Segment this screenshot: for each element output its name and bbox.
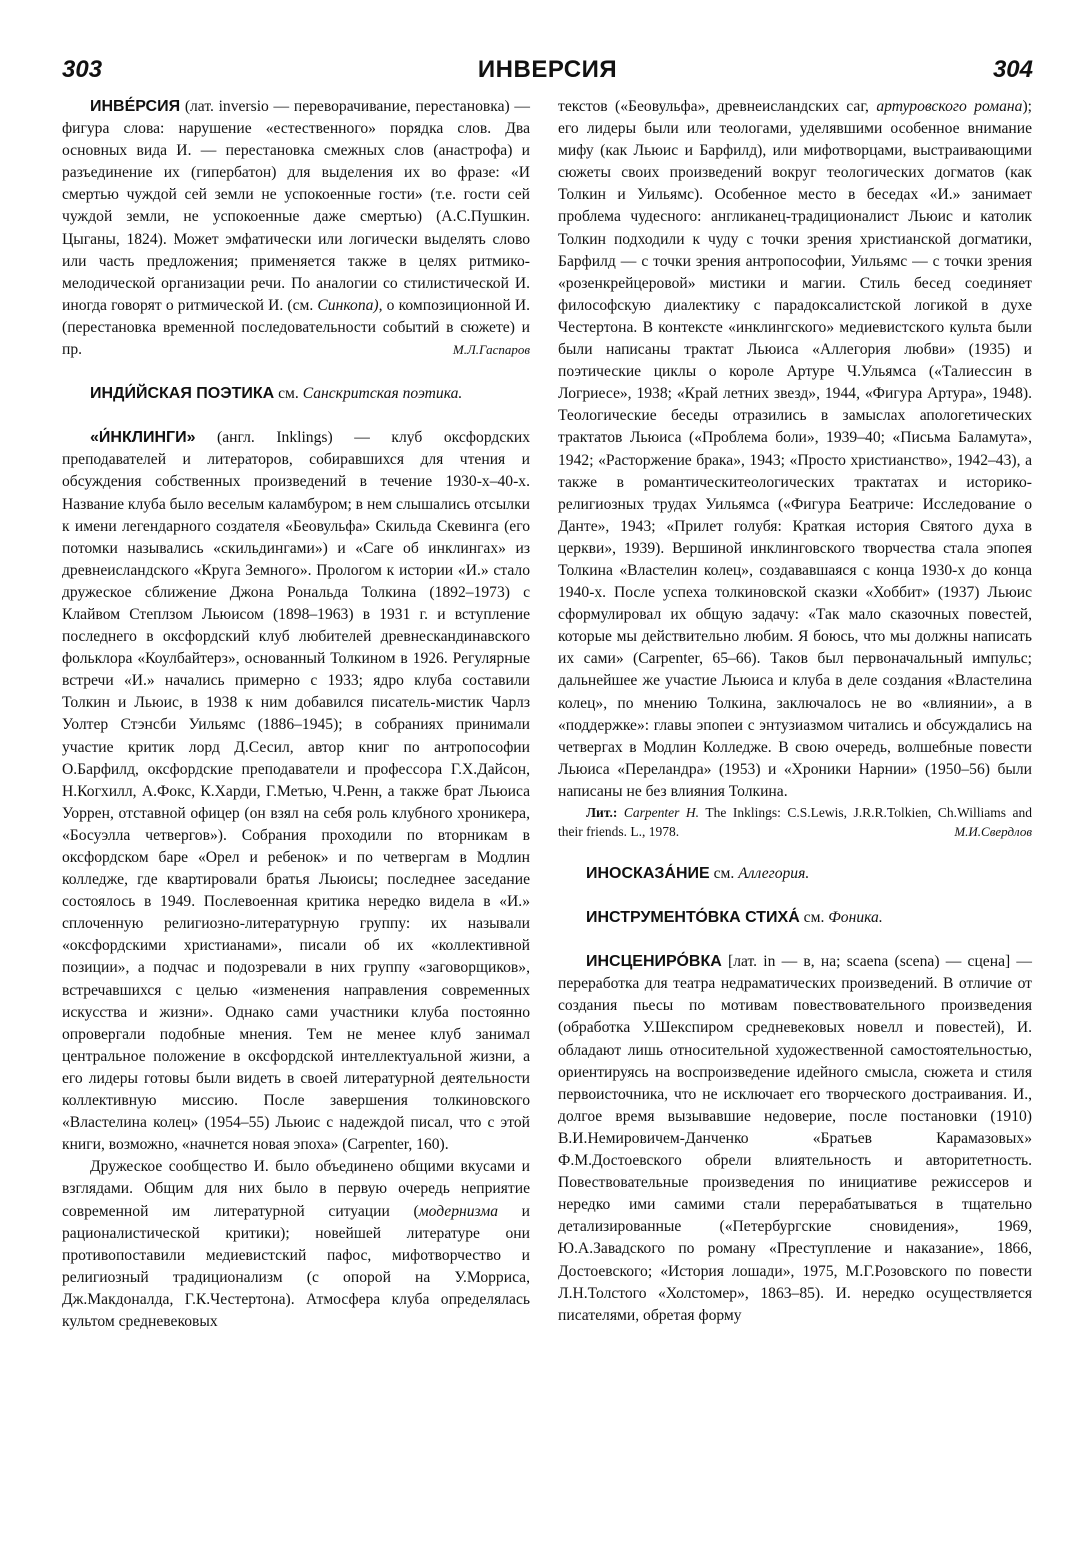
left-column — [62, 96, 530, 1333]
entry-inoskazanie — [558, 863, 1032, 885]
headword: ИНВЕ́РСИЯ — [90, 98, 181, 115]
author-signature: М.И.Свердлов — [954, 824, 1032, 839]
entry-text: [лат. in — в, на; scaena (scena) — сцена] — переработка для театра недраматических произведений. В отличие от создания пьесы по мотивам повествовательного произведения (обработка У.Шекспиром средневековых новелл и повестей), И. обладают лишь относительной художественной самостоятельностью, ориентируясь на воспроизведение идейного смысла, сюжета и стиля первоисточника, что не исключает его творческого достраивания. И., долгое время вызывавшие недоверие, после постановки (1910) В.И.Немировичем-Данченко «Братьев Карамазовых» Ф.М.Достоевского обрели влиятельность и авторитетность. Повествовательные произведения по инициативе режиссеров и нередко ими самими стали перерабатываться в тщательно детализированные («Петербургские сновидения», 1969, Ю.А.Завадского по роману «Преступление и наказание», 1866, Достоевского; «История лошади», 1975, М.Г.Розовского по повести Л.Н.Толстого «Холстомер», 1863–85). И. нередко осуществляется писателями, обретая форму — [558, 953, 1032, 1324]
entry-text: Дружеское сообщество И. было объединено общими вкусами и взглядами. Общим для них было в первую очередь неприятие современной им литературной ситуации ( — [62, 1158, 530, 1220]
entry-gap — [558, 929, 1032, 951]
entry-text: текстов («Беовульфа», древнеисландских саг, — [558, 98, 877, 115]
entry-inklings-continued — [558, 96, 1032, 803]
entry-text: см. — [274, 385, 303, 403]
entry-indian-poetics — [62, 383, 530, 405]
headword: ИНОСКАЗА́НИЕ — [586, 865, 710, 882]
bibliography-author: Carpenter H. — [623, 805, 700, 820]
cross-reference: артуровского романа — [876, 98, 1023, 115]
entry-gap — [558, 841, 1032, 863]
page-header — [62, 54, 1033, 90]
entry-instrumentovka — [558, 907, 1032, 929]
entry-gap — [558, 885, 1032, 907]
entry-text: ); его лидеры были или теологами, уделявшими особенное внимание мифу (как Льюис и Барфилд), или мифотворцами, выстраивающими сюжеты своих произведений вокруг теологических догматов (как Толкин и Уильямс). Особенное место в беседах «И.» занимает проблема чудесного: англиканец-традиционалист Льюис и католик Толкин подходили к чуду с точки зрения христианской догматики, Барфилд — с точки зрения антропософии, Уильямс — с точки зрения «розенкрейцеровой» мистики и магии. Стиль бесед соединяет философскую диалектику с парадоксалистской логикой в духе Честертона. В контексте «инклингского» медиевистского культа были были написаны трактат Льюиса «Аллегория любви» (1935) и поэтические циклы о короле Артуре Ч.Ульямса («Талиессин в Логриесе», 1938; «Край летних звезд», 1944, «Фигура Артура», 1948). Теологические беседы отразились в замыслах апологетических трактатов Льюиса («Проблема боли», 1939–40; «Письма Баламута», 1942; «Расторжение брака», 1943; «Просто христианство», 1942–43), а также в романтическитеологических трактатах и историко-религиозных трудах Уильямса («Фигура Беатриче: Исследование о Данте», 1943; «Прилет голубя: Краткая история Святого духа в церкви», 1939). Вершиной инклинговского творчества стала эпопея Толкина «Властелин колец», создававшаяся с конца 1930-х до конца 1940-х. После успеха толкиновской сказки «Хоббит» (1937) Льюис сформулировал их общую задачу: «Так мало сказочных повестей, которые мы действительно любим. Я боюсь, что мы должны написать их сами» (Carpenter, 65–66). Таков был первоначальный импульс; дальнейшее же участие Льюиса и клуба в деле создания «Властелина колец», по мнению Толкина, заключалось не во «влиянии», а в «поддержке»: главы эпопеи с энтузиазмом читались и обсуждались на четвергах в Модлин Колледже. В свою очередь, волшебные повести Льюиса «Переландра» (1953) и «Хроники Нарнии» (1950–56) были написаны не без влияния Толкина. — [558, 98, 1032, 800]
bibliography-text: The Inklings: C.S.Lewis, J.R.R.Tolkien, Ch.Williams and their friends. L., 1978. — [558, 805, 1032, 839]
entry-gap — [62, 361, 530, 383]
entry-text: см. — [709, 865, 739, 882]
entry-inversia — [62, 96, 530, 361]
page-number-right: 304 — [992, 56, 1033, 83]
entry-inscenirovka — [558, 951, 1032, 1327]
running-title: ИНВЕРСИЯ — [477, 56, 618, 83]
headword: ИНСТРУМЕНТО́ВКА СТИХА́ — [586, 909, 800, 927]
author-signature: М.Л.Гаспаров — [452, 342, 530, 358]
entry-text: (англ. Inklings) — клуб оксфордских преподавателей и литераторов, собиравшихся для чтения и обсуждения собственных произведений в течение 1930-х–40-х. Название клуба было веселым каламбуром; в нем слышались отсылки к имени легендарного создателя «Беовульфа» Скильда Скевинга (его потомки назывались «скильдингами») и «Саге об инклингах» из древнеисландского «Круга Земного». Прологом к истории «И.» стало дружеское сближение Джона Рональда Толкина (1892–1973) с Клайвом Степлзом Льюисом (1898–1963) в 1931 г. и вступление последнего в оксфордский клуб любителей древнескандинавского фольклора «Коулбайтерз», основанный Толкином в 1926. Регулярные встречи «И.» начались примерно с 1933; ядро клуба составили Толкин и Льюис, в 1938 к ним добавился писатель-мистик Чарлз Уолтер Стэнсби Уильямс (1886–1945); в собраниях принимали участие критик лорд Д.Сесил, автор книг по антропософии О.Барфилд, оксфордские преподаватели и профессора Г.Х.Дайсон, Н.Когхилл, А.Фокс, К.Харди, Г.Метью, Ч.Ренн, а также брат Льюиса Уоррен, отставной офицер (он взял на себя роль клубного хроникера, «Босуэлла четвергов»). Собрания проходили по вторникам в оксфордском баре «Орел и ребенок» и по четвергам в Модлин колледже, где квартировали братья Льюисы; последнее заседание состоялось в 1949. Послевоенная критика нередко видела в «И.» сплоченную религиозно-литературную группу: их называли «оксфордскими христианами», писали об их «коллективной позиции», а подчас и подозревали в них группу «заговорщиков», встречавшихся с целью «изменения направления современных искусства и жизни». Однако сами участники клуба постоянно опровергали подобные мнения. Тем не менее клуб занимал центральное положение в оксфордской интеллектуальной жизни, а его лидеры готовы были видеть в своей литературной деятельности коллективную миссию. После завершения толкиновского «Властелина колец» (1954–55) Льюис с надеждой писал, что с этой книги, возможно, «начнется новая эпоха» (Carpenter, 160). — [62, 429, 530, 1154]
entry-text: см. — [799, 909, 829, 927]
cross-reference: Фоника. — [828, 909, 883, 927]
entry-inklings-para2 — [62, 1156, 530, 1333]
headword: «И́НКЛИНГИ» — [90, 429, 196, 447]
cross-reference: Санскритская поэтика. — [302, 385, 463, 403]
entry-text: (лат. inversio — переворачивание, перестановка) — фигура слова: нарушение «естественного» порядка слов. Два основных вида И. — перестановка смежных слов (анастрофа) и разъединение их (гипербатон) для выделения их во фразе: «И смертью чуждой сей земли не успокоенные гости» (т.е. гости сей чуждой земли, не успокоенные даже смертью) (А.С.Пушкин. Цыганы, 1824). Может эмфатически или логически выделять слово или часть предложения; применяется также в целях ритмико-мелодической организации речи. По аналогии со стилистической И. иногда говорят о ритмической И. (см. — [62, 98, 530, 314]
bibliography — [558, 803, 1032, 841]
page-number-left: 303 — [62, 56, 103, 83]
entry-text: о композиционной И. (перестановка временной последовательности событий в сюжете) и пр. — [62, 296, 530, 359]
entry-inklings — [62, 427, 530, 1156]
entry-text: и рационалистической критики); новейшей литературе они противопоставили медиевистский пафос, мифотворчество и религиозный традиционализм (с опорой на У.Морриса, Дж.Макдоналда, Г.К.Честертона). Атмосфера клуба определялась культом средневековых — [62, 1202, 530, 1330]
headword: ИНСЦЕНИРО́ВКА — [586, 953, 722, 971]
cross-reference: Синкопа), — [317, 296, 383, 314]
bibliography-label: Лит.: — [586, 805, 618, 820]
right-column — [558, 96, 1032, 1327]
entry-gap — [62, 405, 530, 427]
cross-reference: Аллегория. — [738, 865, 810, 882]
cross-reference: модернизма — [418, 1202, 499, 1220]
headword: ИНДИ́ЙСКАЯ ПОЭТИКА — [90, 385, 275, 403]
